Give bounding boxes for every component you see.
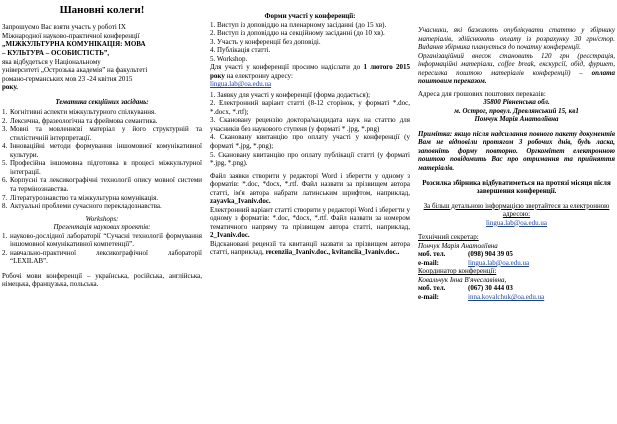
file-rules-text: Відскановані рецензії та квитанції назвати за прізвищем автора статті, наприклад,	[210, 239, 410, 257]
project-item	[2, 232, 202, 249]
file-example: zayavka_Ivaniv.doc.	[210, 197, 271, 206]
topic-number: 4.	[2, 142, 8, 151]
coordinator-name: Ковальчук Інна В'ячеславівна,	[418, 275, 507, 284]
secretary-email-link[interactable]: lingua.lab@oa.edu.ua	[468, 258, 530, 267]
topic-number: 6.	[2, 176, 8, 185]
topic-item	[2, 194, 202, 203]
file-rules-scans	[210, 240, 410, 257]
file-example: recenziia_Ivaniv.doc., kvitanciia_Ivaniv.doc..	[265, 248, 400, 257]
project-text: навчально-практичної лексикографічної лабораторії “LEXILAB”.	[10, 248, 202, 266]
topic-item	[2, 159, 202, 176]
topic-number: 1.	[2, 108, 8, 117]
coordinator-email-row	[418, 293, 615, 302]
intro-line: університеті „Острозька академія” на факультеті	[2, 66, 148, 75]
more-info-text: За більш детальною інформацією звертайтеся за електронною адресою:	[423, 201, 610, 219]
topic-number: 2.	[2, 116, 8, 125]
sections-title: Тематика секційних засідань:	[55, 97, 149, 106]
file-example: 2_Ivaniv.doc.	[210, 231, 250, 240]
form-item: 5. Workshop.	[210, 54, 248, 63]
form-item: 3. Участь у конференції без доповіді.	[210, 37, 321, 46]
intro-year: року.	[2, 83, 18, 92]
topic-item	[2, 176, 202, 193]
payment-method: оплата поштовим переказом.	[418, 68, 615, 86]
intro-dates: романо-германських мов 23 -24 квітня 2015	[2, 74, 133, 83]
required-item: 4. Скановану квитанцію про оплату участі у конференції (у форматі *.jpg, *.png);	[210, 133, 410, 150]
required-item: 3. Скановану рецензію доктора/кандидата наук на статтю для учасників без наукового ступеня (у форматі * .jpg, *.png)	[210, 116, 410, 133]
column-participation	[210, 0, 410, 257]
topic-number: 3.	[2, 125, 8, 134]
project-number: 1.	[2, 231, 8, 240]
submission-intro: Для участі у конференції просимо надіслати до	[210, 63, 361, 72]
topic-item	[2, 142, 202, 159]
conference-name: – КУЛЬТУРА – ОСОБИСТІСТЬ”,	[2, 49, 110, 57]
topic-number: 5.	[2, 159, 8, 168]
intro-line: Запрошуємо Вас взяти участь у роботі IX	[2, 23, 126, 32]
secretary-email-row	[418, 259, 615, 268]
intro-line: Міжнародної науково-практичної конференції	[2, 31, 140, 40]
registration-fee-body: Організаційний внесок становить 120 грн (реєстрація, інформаційні матеріали, coffee break, екскурсії, обід, фуршет, пересилка поштою матеріалів конференції) –	[418, 51, 615, 77]
greeting-title: Шановні колеги!	[59, 4, 145, 16]
project-number: 2.	[2, 248, 8, 257]
coordinator-phone-row	[418, 284, 615, 293]
registration-fee-text	[418, 52, 615, 86]
topic-text: Професійна іншомовна підготовка в процесі міжкультурної інтеграції.	[10, 159, 202, 176]
email-label: e-mail:	[418, 258, 439, 267]
topic-item	[2, 125, 202, 142]
info-email-link[interactable]: lingua.lab@oa.edu.ua	[485, 218, 548, 227]
column-invitation	[2, 0, 202, 289]
address-line: 35800 Рівненська обл.	[483, 98, 550, 107]
topic-text: Актуальні проблеми сучасного перекладознавства.	[10, 202, 162, 211]
topic-text: Літературознавство та міжкультурна комунікація.	[10, 193, 159, 202]
topic-text: Лексична, фразеологічна та фреймова семантика.	[10, 116, 158, 125]
phone-label: моб. тел.	[418, 250, 446, 259]
distribution-text: Розсилка збірника відбуватиметься на протязі місяця після завершення конференції.	[422, 178, 611, 196]
topic-number: 8.	[2, 202, 8, 211]
submission-email-link[interactable]: lingua.lab@oa.edu.ua	[210, 80, 272, 89]
forms-title: Форми участі у конференції:	[264, 12, 356, 20]
email-label: e-mail:	[418, 292, 439, 301]
form-item: 4. Публікація статті.	[210, 46, 271, 55]
intro-line: яка відбудеться у Національному	[2, 57, 101, 66]
topic-text: Когнітивні аспекти міжкультурного спілкування.	[10, 108, 157, 117]
address-label: Адреса для грошових поштових переказів:	[418, 89, 546, 98]
publication-fee-text: Учасники, які бажають опублікувати статтю у збірнику матеріалів, здійснюють оплату із розрахунку 30 грн/стор. Видання збірника планується до початку конференції.	[418, 26, 615, 52]
secretary-name: Пончук Марія Анатоліївна	[418, 241, 498, 250]
file-rules-application	[210, 172, 410, 206]
file-rules-article	[210, 206, 410, 240]
coordinator-email-link[interactable]: inna.kovalchuk@oa.edu.ua	[468, 292, 545, 301]
presentations-title: Презентація наукових проектів:	[53, 223, 151, 232]
coordinator-title: Координатор конференції:	[418, 267, 497, 276]
submission-deadline: 1 лютого 2015 року	[210, 63, 410, 80]
topic-item	[2, 117, 202, 126]
topic-item	[2, 108, 202, 117]
form-item: 1. Виступ із доповіддю на пленарному засіданні (до 15 хв).	[210, 20, 387, 29]
column-payment-contacts	[418, 0, 615, 301]
address-recipient: Пончук Марія Анатоліївна	[474, 115, 559, 124]
required-item: 5. Скановану квитанцію про оплату публікації статті (у форматі *.jpg, *.png).	[210, 150, 410, 168]
conference-name: „МІЖКУЛЬТУРНА КОМУНІКАЦІЯ: МОВА	[2, 40, 146, 49]
project-item	[2, 249, 202, 266]
coordinator-phone: (067) 30 444 03	[468, 284, 513, 293]
address-line: м. Острог, провул. Древлянський 15, кв1	[454, 106, 579, 115]
submission-text	[210, 63, 410, 80]
workshops-title: Workshops:	[85, 214, 119, 223]
topic-text: Інноваційні методи формування іншомовної комунікативної культури.	[10, 142, 202, 159]
form-item: 2. Виступ із доповіддю на секційному засіданні (до 10 хв).	[210, 29, 385, 38]
phone-label: моб. тел.	[418, 284, 446, 293]
note-text: Примітка: якщо після надсилання повного пакету документів Вам не відповіли протягом 3 робочих днів, будь ласка, заповніть форму повторно. Оргкомітет електронною поштою повідомить Вас про отримання та прийняття матеріалів.	[418, 129, 615, 172]
required-item: 2. Електронний варіант статті (8-12 сторінок, у форматі *.doc, *.docx, *.rtf);	[210, 99, 410, 116]
secretary-phone-row	[418, 250, 615, 259]
working-languages: Робочі мови конференції – українська, російська, англійська, німецька, французька, польська.	[2, 271, 202, 289]
topic-text: Корпусні та лексикографічні технології опису мовної системи та термінознавства.	[10, 176, 202, 193]
project-text: науково-дослідної лабораторії “Сучасні технології формування іншомовної комунікативної компетенції”.	[10, 231, 202, 249]
file-rules-text: Файл заявки створити у редакторі Word і зберегти у одному з форматів: *.doc, *docx, *.rtf. Файл назвати за прізвищем автора статті, ім'я автора набрати латинським шрифтом, наприклад,	[210, 171, 410, 197]
topic-item	[2, 202, 202, 211]
topic-text: Мовні та мовленнєві матеріал у його структурній та стилістичній інтерпретації.	[10, 125, 202, 142]
secretary-title: Технічний секретар:	[418, 233, 479, 242]
secretary-phone: (098) 904 39 05	[468, 250, 513, 259]
file-rules-text: Електронний варіант статті створити у редакторі Word і зберегти у одному з форматів: *.doc, *docx, *.rtf. Файл назвати за номером тематичного напряму та прізвищем автора статті, наприклад,	[210, 205, 410, 231]
required-item: 1. Заявку для участі у конференції (форма додається);	[210, 90, 371, 99]
submission-tail: на електронну адресу:	[226, 71, 293, 80]
topic-number: 7.	[2, 193, 8, 202]
